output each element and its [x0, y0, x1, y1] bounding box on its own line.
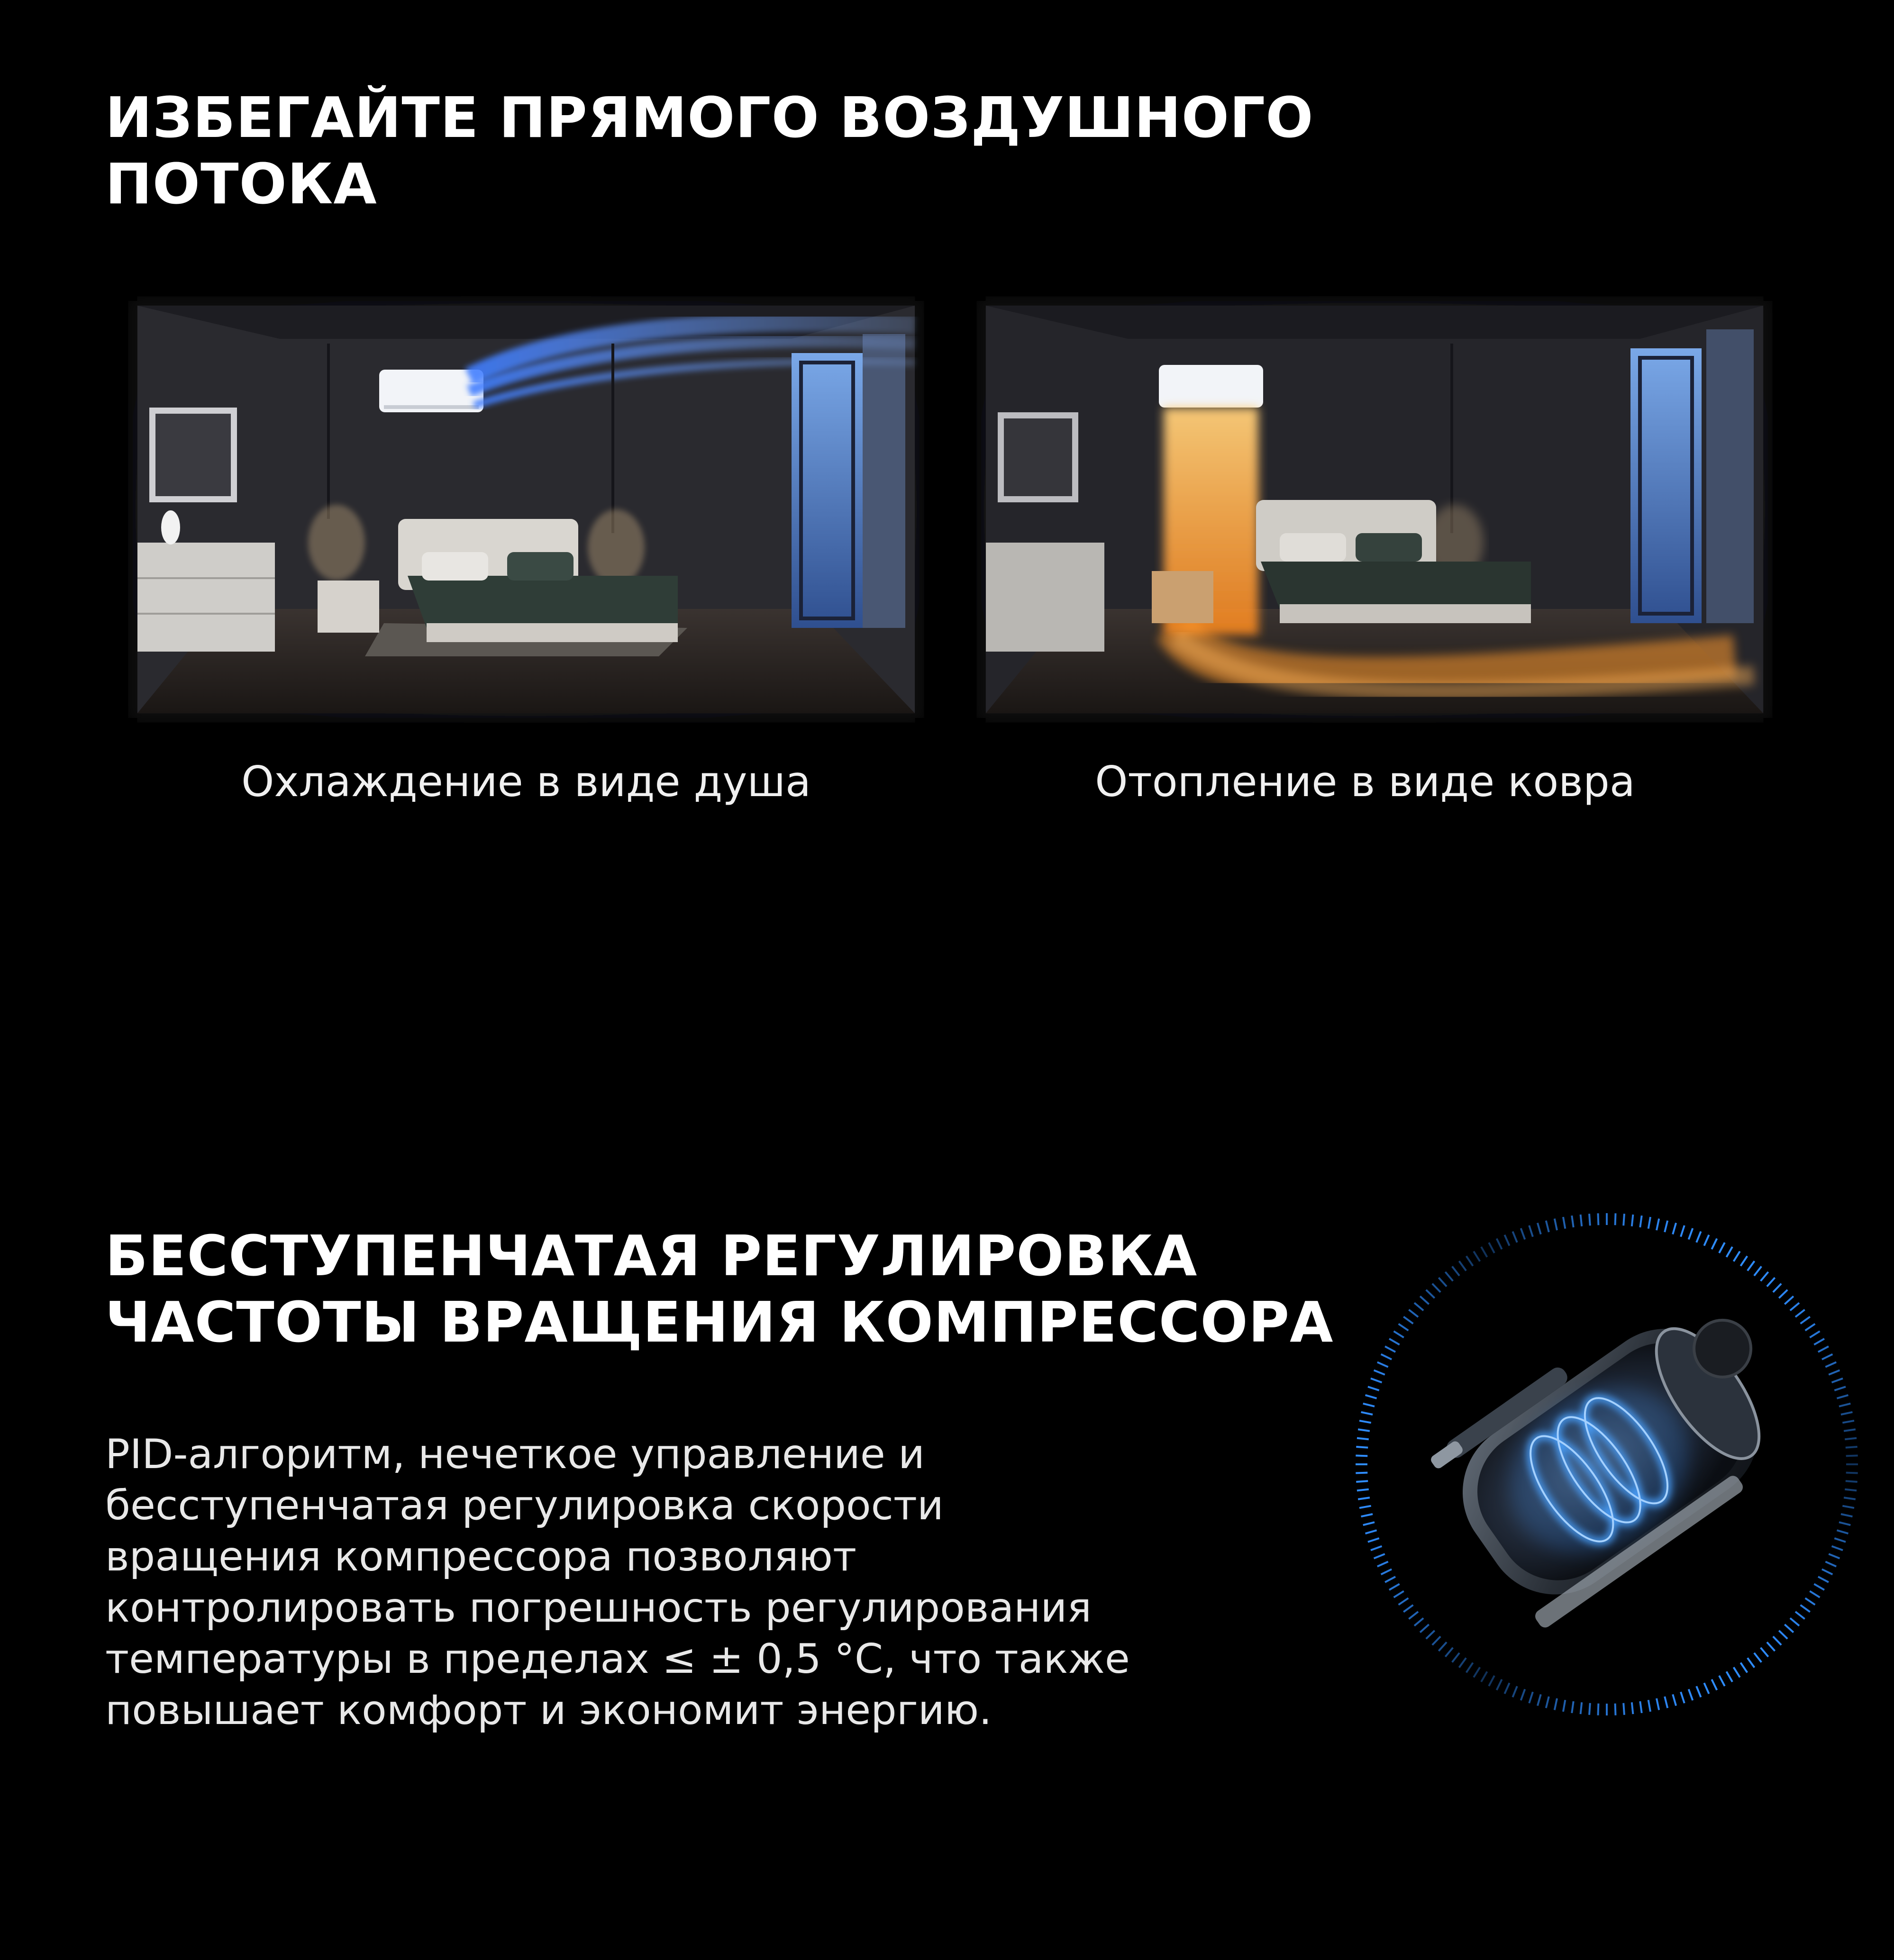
- dial-tick: [1754, 1266, 1761, 1276]
- dial-tick: [1459, 1261, 1466, 1270]
- dial-tick: [1474, 1667, 1480, 1677]
- dial-tick: [1371, 1546, 1382, 1551]
- dial-tick: [1719, 1243, 1725, 1253]
- dial-tick: [1481, 1247, 1487, 1257]
- dial-tick: [1538, 1694, 1541, 1706]
- cooling-caption: Охлаждение в виде душа: [241, 757, 811, 806]
- dial-tick: [1623, 1703, 1624, 1715]
- dial-tick: [1640, 1216, 1641, 1227]
- dial-tick: [1846, 1481, 1858, 1482]
- dial-tick: [1712, 1679, 1717, 1690]
- dial-tick: [1696, 1686, 1701, 1697]
- description-line-4: контролировать погрешность регулирования: [105, 1584, 1092, 1632]
- dial-tick: [1385, 1577, 1395, 1582]
- dial-tick: [1689, 1689, 1693, 1700]
- dial-tick: [1409, 1310, 1418, 1317]
- dial-tick: [1837, 1530, 1848, 1534]
- dial-tick: [1829, 1370, 1839, 1374]
- dial-tick: [1805, 1598, 1815, 1605]
- dial-tick: [1681, 1225, 1685, 1237]
- description-line-6: повышает комфорт и экономит энергию.: [105, 1687, 992, 1734]
- compressor-section-title: [105, 1223, 1334, 1355]
- dial-tick: [1512, 1232, 1517, 1243]
- dial-tick: [1529, 1692, 1533, 1703]
- dial-tick: [1790, 1303, 1799, 1310]
- dial-tick: [1801, 1316, 1810, 1324]
- dial-tick: [1521, 1228, 1525, 1239]
- dial-tick: [1546, 1221, 1549, 1232]
- dial-tick: [1779, 1631, 1787, 1639]
- dial-tick: [1357, 1438, 1369, 1440]
- dial-tick: [1459, 1658, 1466, 1668]
- dial-tick: [1555, 1698, 1557, 1710]
- dial-tick: [1432, 1636, 1440, 1645]
- airflow-section-title: [105, 84, 1314, 217]
- dial-tick: [1572, 1701, 1573, 1713]
- dial-tick: [1740, 1663, 1747, 1673]
- dial-tick: [1366, 1530, 1377, 1534]
- dial-tick: [1839, 1522, 1850, 1525]
- dial-tick: [1368, 1387, 1379, 1390]
- dial-tick: [1648, 1700, 1650, 1712]
- dial-tick: [1657, 1219, 1659, 1230]
- dial-tick: [1504, 1683, 1509, 1694]
- dial-tick: [1795, 1310, 1805, 1317]
- compressor-title-line-1: БЕССТУПЕНЧАТАЯ РЕГУЛИРОВКА: [105, 1223, 1198, 1289]
- dial-tick: [1673, 1223, 1676, 1234]
- dial-tick: [1497, 1679, 1502, 1690]
- dial-tick: [1555, 1219, 1557, 1230]
- dial-tick: [1489, 1243, 1494, 1253]
- dial-tick: [1445, 1272, 1453, 1281]
- dial-tick: [1785, 1624, 1794, 1633]
- dial-tick: [1773, 1636, 1781, 1645]
- dial-tick: [1845, 1438, 1857, 1440]
- dial-tick: [1452, 1266, 1459, 1276]
- dial-tick: [1673, 1694, 1676, 1706]
- heating-bedroom-image: [976, 296, 1773, 723]
- dial-tick: [1426, 1631, 1435, 1639]
- dial-tick: [1394, 1331, 1404, 1337]
- dial-tick: [1563, 1700, 1565, 1712]
- dial-tick: [1805, 1324, 1815, 1331]
- dial-tick: [1581, 1702, 1582, 1714]
- dial-tick: [1814, 1339, 1824, 1345]
- dial-tick: [1546, 1697, 1549, 1708]
- dial-tick: [1841, 1412, 1852, 1415]
- dial-tick: [1818, 1577, 1829, 1582]
- compressor-title-line-2: ЧАСТОТЫ ВРАЩЕНИЯ КОМПРЕССОРА: [105, 1289, 1334, 1355]
- airflow-title-line-1: ИЗБЕГАЙТЕ ПРЯМОГО ВОЗДУШНОГО: [105, 85, 1314, 150]
- dial-tick: [1832, 1546, 1843, 1551]
- dial-tick: [1445, 1648, 1453, 1657]
- dial-tick: [1837, 1395, 1848, 1398]
- dial-tick: [1748, 1261, 1755, 1270]
- dial-tick: [1394, 1591, 1404, 1597]
- dial-tick: [1361, 1514, 1373, 1516]
- dial-tick: [1497, 1239, 1502, 1249]
- dial-tick: [1657, 1698, 1659, 1710]
- dial-tick: [1452, 1653, 1459, 1662]
- dial-tick: [1704, 1235, 1709, 1246]
- dial-tick: [1665, 1221, 1667, 1232]
- dial-tick: [1665, 1697, 1667, 1708]
- dial-tick: [1474, 1252, 1480, 1261]
- dial-tick: [1767, 1278, 1775, 1287]
- dial-tick: [1385, 1346, 1395, 1352]
- dial-tick: [1538, 1223, 1541, 1234]
- dial-tick: [1844, 1429, 1856, 1431]
- dial-tick: [1368, 1538, 1379, 1542]
- dial-tick: [1834, 1538, 1846, 1542]
- dial-tick: [1504, 1235, 1509, 1246]
- dial-tick: [1814, 1584, 1824, 1590]
- dial-tick: [1358, 1497, 1370, 1499]
- dial-tick: [1754, 1653, 1761, 1662]
- dial-tick: [1432, 1284, 1440, 1292]
- dial-tick: [1740, 1256, 1747, 1266]
- dial-tick: [1389, 1339, 1400, 1345]
- dial-tick: [1773, 1284, 1781, 1292]
- dial-tick: [1845, 1489, 1857, 1491]
- dial-tick: [1521, 1689, 1525, 1700]
- description-line-5: температуры в пределах ≤ ± 0,5 °C, что также: [105, 1635, 1130, 1683]
- dial-tick: [1832, 1379, 1843, 1383]
- dial-tick: [1581, 1215, 1582, 1226]
- description-line-1: PID-алгоритм, нечеткое управление и: [105, 1431, 925, 1478]
- dial-tick: [1512, 1686, 1517, 1697]
- dial-tick: [1358, 1429, 1370, 1431]
- description-line-2: бесступенчатая регулировка скорости: [105, 1482, 944, 1529]
- dial-tick: [1822, 1354, 1832, 1360]
- dial-tick: [1839, 1404, 1850, 1406]
- dial-tick: [1712, 1239, 1717, 1249]
- dial-tick: [1719, 1676, 1725, 1686]
- dial-tick: [1414, 1303, 1423, 1310]
- airflow-title-line-2: ПОТОКА: [105, 151, 377, 217]
- dial-tick: [1439, 1278, 1447, 1287]
- dial-tick: [1761, 1272, 1768, 1281]
- dial-tick: [1403, 1605, 1413, 1612]
- dial-tick: [1761, 1648, 1768, 1657]
- dial-tick: [1420, 1624, 1429, 1633]
- dial-tick: [1767, 1642, 1775, 1651]
- dial-tick: [1374, 1370, 1385, 1374]
- dial-tick: [1842, 1506, 1854, 1508]
- compressor-illustration: [1341, 1171, 1858, 1739]
- dial-tick: [1366, 1395, 1377, 1398]
- dial-tick: [1801, 1605, 1810, 1612]
- dial-tick: [1748, 1658, 1755, 1668]
- dial-tick: [1589, 1214, 1590, 1225]
- dial-tick: [1834, 1387, 1846, 1390]
- dial-tick: [1810, 1331, 1820, 1337]
- dial-tick: [1810, 1591, 1820, 1597]
- dial-tick: [1377, 1362, 1388, 1367]
- dial-tick: [1825, 1561, 1836, 1566]
- dial-tick: [1572, 1216, 1573, 1227]
- dial-tick: [1426, 1290, 1435, 1298]
- dial-tick: [1359, 1421, 1371, 1423]
- dial-tick: [1734, 1667, 1740, 1677]
- dial-tick: [1363, 1404, 1375, 1406]
- dial-tick: [1356, 1481, 1368, 1482]
- dial-tick: [1357, 1489, 1369, 1491]
- dial-tick: [1589, 1703, 1590, 1715]
- dial-tick: [1825, 1362, 1836, 1367]
- dial-tick: [1615, 1213, 1616, 1225]
- dial-tick: [1363, 1522, 1375, 1525]
- dial-tick: [1727, 1247, 1733, 1257]
- dial-tick: [1632, 1215, 1633, 1226]
- dial-tick: [1439, 1642, 1447, 1651]
- dial-tick: [1615, 1704, 1616, 1715]
- heating-caption: Отопление в виде ковра: [1095, 757, 1635, 806]
- dial-tick: [1785, 1296, 1794, 1304]
- dial-tick: [1696, 1232, 1701, 1243]
- dial-tick: [1563, 1217, 1565, 1229]
- dial-tick: [1403, 1316, 1413, 1324]
- dial-tick: [1389, 1584, 1400, 1590]
- dial-tick: [1640, 1701, 1641, 1713]
- dial-tick: [1829, 1554, 1839, 1558]
- dial-tick: [1381, 1569, 1392, 1574]
- dial-tick: [1409, 1612, 1418, 1619]
- dial-tick: [1648, 1217, 1650, 1229]
- dial-tick: [1632, 1702, 1633, 1714]
- dial-tick: [1681, 1692, 1685, 1703]
- dial-tick: [1356, 1447, 1368, 1448]
- dial-tick: [1779, 1290, 1787, 1298]
- dial-tick: [1529, 1225, 1533, 1237]
- dial-tick: [1420, 1296, 1429, 1304]
- dial-tick: [1359, 1506, 1371, 1508]
- dial-tick: [1842, 1421, 1854, 1423]
- dial-tick: [1399, 1324, 1409, 1331]
- dial-tick: [1795, 1612, 1805, 1619]
- dial-tick: [1377, 1561, 1388, 1566]
- dial-tick: [1822, 1569, 1832, 1574]
- dial-tick: [1790, 1618, 1799, 1626]
- dial-tick: [1598, 1704, 1599, 1715]
- cooling-bedroom-image: [128, 296, 924, 723]
- dial-tick: [1704, 1683, 1709, 1694]
- dial-tick: [1466, 1256, 1473, 1266]
- dial-tick: [1374, 1554, 1385, 1558]
- dial-tick: [1371, 1379, 1382, 1383]
- dial-tick: [1689, 1228, 1693, 1239]
- dial-tick: [1844, 1497, 1856, 1499]
- dial-tick: [1466, 1663, 1473, 1673]
- dial-tick: [1623, 1214, 1624, 1225]
- dial-tick: [1361, 1412, 1373, 1415]
- dial-tick: [1841, 1514, 1852, 1516]
- dial-tick: [1489, 1676, 1494, 1686]
- dial-tick: [1399, 1598, 1409, 1605]
- dial-tick: [1727, 1671, 1733, 1682]
- dial-tick: [1414, 1618, 1423, 1626]
- dial-tick: [1846, 1447, 1858, 1448]
- dial-tick: [1381, 1354, 1392, 1360]
- dial-tick: [1734, 1252, 1740, 1261]
- dial-tick: [1598, 1213, 1599, 1225]
- dial-tick: [1818, 1346, 1829, 1352]
- dial-tick: [1481, 1671, 1487, 1682]
- compressor-description: [105, 1429, 1130, 1736]
- description-line-3: вращения компрессора позволяют: [105, 1533, 857, 1580]
